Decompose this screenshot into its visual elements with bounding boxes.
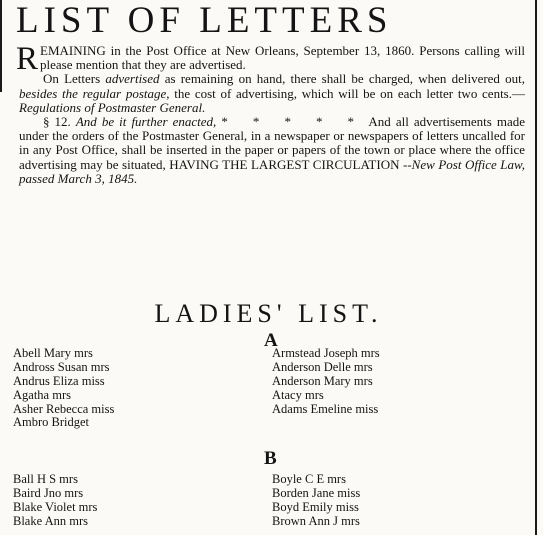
- list-item: Andrus Eliza miss: [13, 373, 105, 388]
- list-item: Andross Susan mrs: [13, 359, 110, 374]
- list-item: Anderson Mary mrs: [272, 373, 373, 388]
- section-title: LADIES' LIST.: [154, 299, 383, 328]
- group-letter-b: B: [264, 448, 277, 469]
- list-item: Boyd Emily miss: [272, 499, 359, 514]
- intro-paragraph-1: [16, 41, 525, 77]
- intro-p3-b: And be it further enacted,: [75, 114, 217, 130]
- list-item: Blake Ann mrs: [13, 513, 88, 528]
- list-item: Adams Emeline miss: [272, 401, 379, 416]
- left-border-rule: [0, 0, 2, 92]
- list-item: Blake Violet mrs: [13, 499, 98, 514]
- list-item: Brown Ann J mrs: [272, 513, 360, 528]
- intro-p3-a: § 12.: [43, 114, 76, 130]
- list-item: Asher Rebecca miss: [13, 401, 115, 416]
- intro-p3-d: New Post Office Law, passed March 3, 1845.: [19, 156, 525, 186]
- intro-p2-b: advertised: [105, 71, 160, 87]
- intro-p2-e: , the cost of advertising, which will be on each letter two cents.—: [166, 85, 525, 101]
- list-item: Abell Mary mrs: [13, 346, 93, 360]
- intro-p1-text: EMAINING in the Post Office at New Orleans, September 13, 1860. Persons calling will please mention that they are advertised.: [40, 43, 525, 73]
- list-item: Armstead Joseph mrs: [272, 346, 380, 360]
- intro-p2-f: Regulations of Postmaster General.: [19, 99, 206, 115]
- group-b-right-column: [272, 473, 360, 529]
- right-column-rule: [535, 0, 537, 535]
- list-item: Borden Jane miss: [272, 485, 361, 500]
- group-a-left-column: [13, 347, 114, 430]
- list-item: Ambro Bridget: [13, 415, 90, 430]
- list-item: Ball H S mrs: [13, 472, 78, 486]
- intro-p3-stars: * * * * *: [221, 114, 365, 130]
- intro-p2-d: besides the regular postage: [19, 85, 167, 101]
- intro-notice: [16, 41, 526, 186]
- list-item: Anderson Delle mrs: [272, 359, 373, 374]
- list-item: Baird Jno mrs: [13, 485, 84, 500]
- intro-p2-a: On Letters: [43, 71, 106, 87]
- list-item: Boyle C E mrs: [272, 472, 346, 486]
- list-item: Agatha mrs: [13, 387, 71, 402]
- intro-p2-c: as remaining on hand, there shall be charged, when delivered out,: [159, 71, 525, 87]
- group-b-left-column: [13, 473, 97, 529]
- intro-p3-c: And all advertisements made under the orders of the Postmaster General, in a newspaper or newspapers of letters uncalled for in any Post Office, shall be inserted in the paper or papers of the town or place where the office advertising may be situated, HAVING THE LARGEST CIRCULATION --: [19, 114, 526, 172]
- intro-paragraph-3: [19, 115, 525, 186]
- group-letter-a: A: [264, 330, 278, 351]
- group-a-right-column: [272, 347, 380, 416]
- page-title: LIST OF LETTERS: [16, 0, 393, 41]
- list-item: Atacy mrs: [272, 387, 324, 402]
- intro-paragraph-2: [19, 72, 525, 115]
- drop-cap: R: [16, 41, 39, 77]
